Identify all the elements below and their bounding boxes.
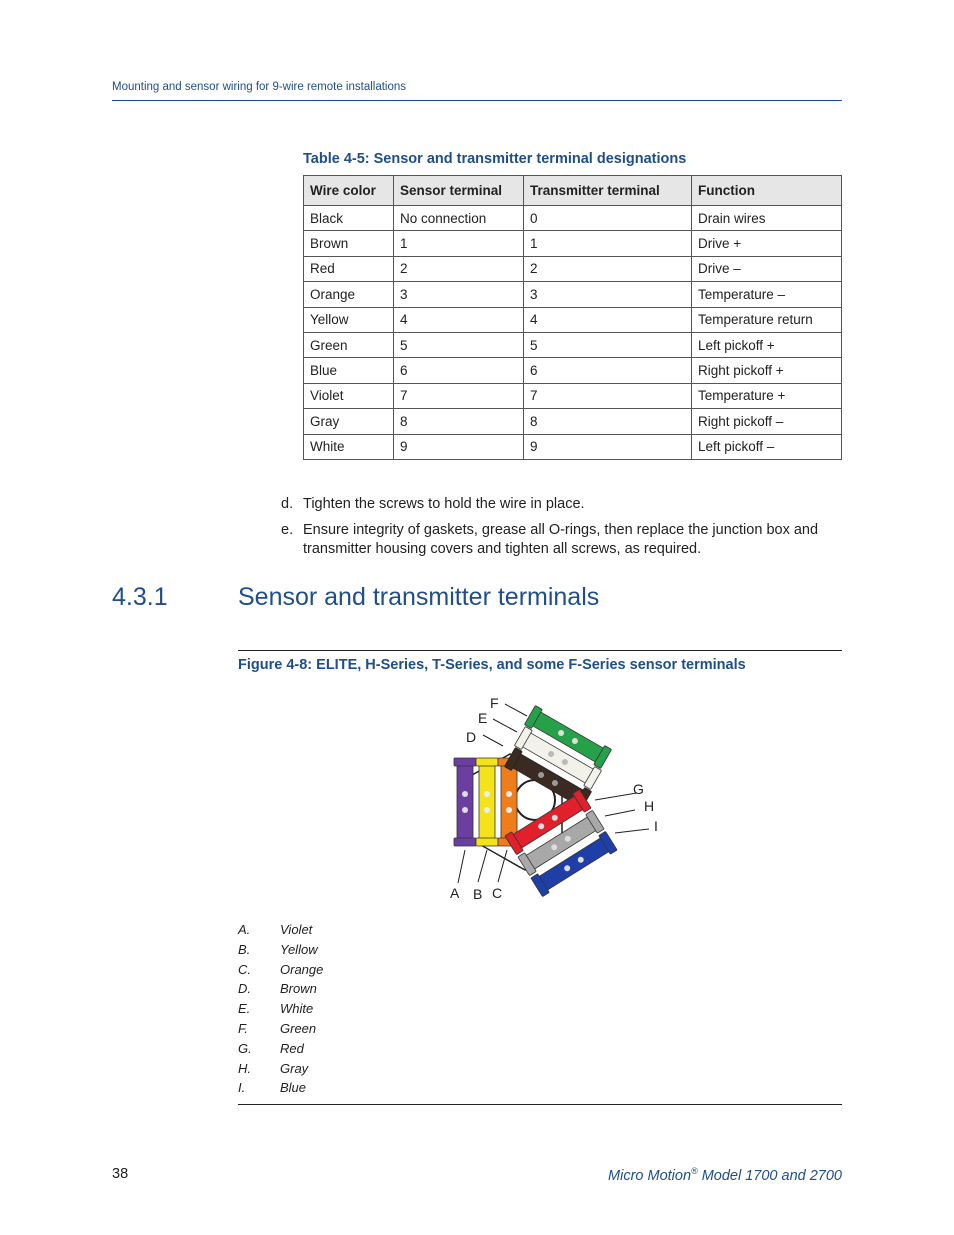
table-row — [304, 332, 842, 357]
table-cell: 3 — [394, 282, 524, 307]
table-header-row — [304, 176, 842, 206]
table-cell: Green — [304, 332, 394, 357]
legend-value: Green — [280, 1020, 317, 1036]
table-cell: 2 — [524, 256, 692, 281]
table-cell: Left pickoff + — [692, 332, 842, 357]
table-cell: Violet — [304, 383, 394, 408]
callout-H: H — [644, 798, 655, 814]
callout-B: B — [473, 886, 483, 902]
legend-key: G. — [238, 1040, 252, 1056]
table-row — [304, 358, 842, 383]
table-cell: Drive – — [692, 256, 842, 281]
table-row — [304, 434, 842, 459]
table-row — [304, 231, 842, 256]
table-cell: Orange — [304, 282, 394, 307]
callout-C: C — [492, 885, 503, 901]
column-header: Wire color — [304, 176, 394, 206]
legend-value: Yellow — [280, 941, 318, 957]
figure-rule-top — [238, 650, 842, 651]
callout-A: A — [450, 885, 460, 901]
legend-value: Gray — [280, 1060, 309, 1076]
table-cell: No connection — [394, 206, 524, 231]
table-cell: 6 — [524, 358, 692, 383]
table-cell: 1 — [524, 231, 692, 256]
legend-value: Red — [280, 1040, 304, 1056]
legend-key: I. — [238, 1080, 246, 1096]
yellow-terminal-block — [476, 758, 498, 846]
legend-key: E. — [238, 1001, 251, 1017]
section-title: Sensor and transmitter terminals — [238, 583, 600, 611]
table-cell: Temperature + — [692, 383, 842, 408]
table-cell: Temperature – — [692, 282, 842, 307]
table-cell: 3 — [524, 282, 692, 307]
legend-key: D. — [238, 981, 251, 997]
legend-key: B. — [238, 941, 251, 957]
table-cell: Temperature return — [692, 307, 842, 332]
column-header: Transmitter terminal — [524, 176, 692, 206]
table-cell: Left pickoff – — [692, 434, 842, 459]
table-cell: 0 — [524, 206, 692, 231]
table-cell: 7 — [394, 383, 524, 408]
table-cell: 1 — [394, 231, 524, 256]
table-cell: 9 — [524, 434, 692, 459]
table-cell: 2 — [394, 256, 524, 281]
table-cell: 5 — [524, 332, 692, 357]
legend-value: White — [280, 1001, 314, 1017]
legend-value: Brown — [280, 981, 317, 997]
table-caption: Table 4-5: Sensor and transmitter terminal designations — [303, 151, 687, 167]
legend-key: F. — [238, 1020, 248, 1036]
legend-key: A. — [238, 922, 251, 937]
table-cell: 8 — [524, 409, 692, 434]
table-cell: Red — [304, 256, 394, 281]
table-row — [304, 409, 842, 434]
footer-brand: Micro Motion — [608, 1167, 692, 1184]
step-label: d. — [281, 496, 294, 512]
violet-terminal-block — [454, 758, 476, 846]
table-cell: Right pickoff + — [692, 358, 842, 383]
table-cell: Right pickoff – — [692, 409, 842, 434]
sensor-terminals-diagram — [430, 690, 680, 910]
callout-I: I — [654, 818, 658, 834]
table-row — [304, 282, 842, 307]
table-cell: Yellow — [304, 307, 394, 332]
legend-key: H. — [238, 1060, 251, 1076]
table-row — [304, 256, 842, 281]
column-header: Sensor terminal — [394, 176, 524, 206]
terminal-table — [303, 175, 842, 460]
step-text: Ensure integrity of gaskets, grease all O-rings, then replace the junction box and transmitter housing covers and tighten all screws, as required. — [303, 522, 819, 557]
section-number: 4.3.1 — [112, 583, 168, 611]
figure-caption: Figure 4-8: ELITE, H-Series, T-Series, and some F-Series sensor terminals — [238, 657, 746, 673]
table-cell: Black — [304, 206, 394, 231]
legend-value: Orange — [280, 961, 324, 977]
table-cell: 7 — [524, 383, 692, 408]
table-cell: Blue — [304, 358, 394, 383]
table-cell: Gray — [304, 409, 394, 434]
step-text: Tighten the screws to hold the wire in place. — [303, 496, 585, 512]
table-cell: 8 — [394, 409, 524, 434]
table-cell: 4 — [524, 307, 692, 332]
footer-title — [608, 1166, 842, 1184]
table-row — [304, 206, 842, 231]
table-cell: Drive + — [692, 231, 842, 256]
table-cell: Brown — [304, 231, 394, 256]
legend-value: Violet — [280, 922, 313, 937]
registered-mark: ® — [691, 1166, 698, 1176]
header-rule — [112, 100, 842, 101]
legend-key: C. — [238, 961, 251, 977]
column-header: Function — [692, 176, 842, 206]
running-header: Mounting and sensor wiring for 9-wire remote installations — [112, 81, 407, 93]
table-cell: White — [304, 434, 394, 459]
page-number: 38 — [112, 1166, 129, 1182]
table-cell: 5 — [394, 332, 524, 357]
callout-D: D — [466, 729, 477, 745]
table-cell: 4 — [394, 307, 524, 332]
table-row — [304, 383, 842, 408]
table-cell: 9 — [394, 434, 524, 459]
footer-model: Model 1700 and 2700 — [697, 1167, 842, 1184]
figure-rule-bottom — [238, 1104, 842, 1105]
table-row — [304, 307, 842, 332]
callout-G: G — [633, 781, 644, 797]
table-cell: Drain wires — [692, 206, 842, 231]
legend-value: Blue — [280, 1080, 307, 1096]
callout-E: E — [478, 710, 488, 726]
callout-F: F — [490, 695, 499, 711]
table-cell: 6 — [394, 358, 524, 383]
step-label: e. — [281, 522, 294, 538]
